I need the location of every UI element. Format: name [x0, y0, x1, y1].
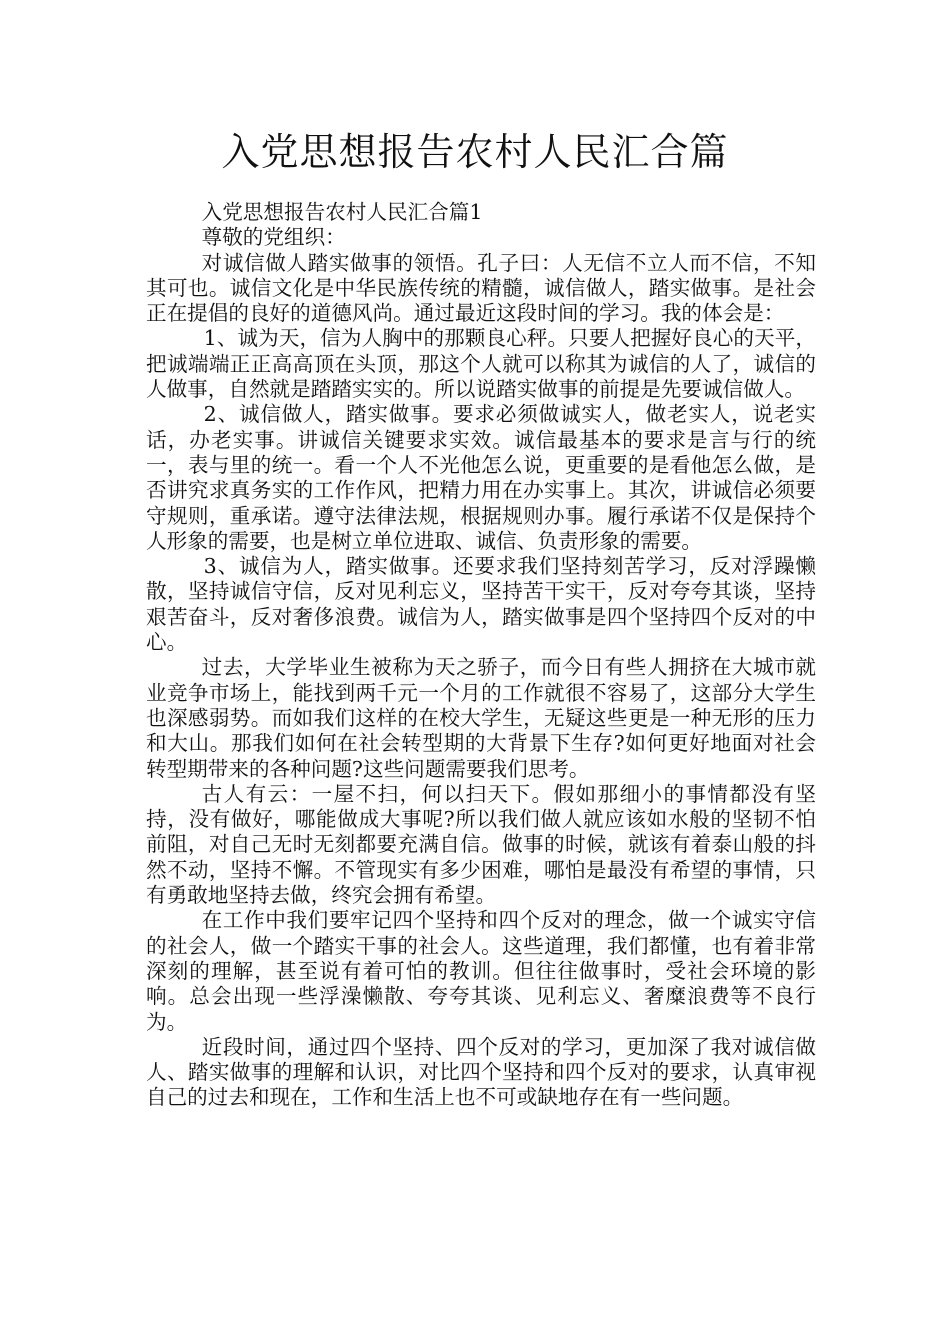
section-heading: 入党思想报告农村人民汇合篇1 — [201, 200, 483, 224]
body-paragraph: 对诚信做人踏实做事的领悟。孔子曰：人无信不立人而不信，不知其可也。诚信文化是中华民族传统的精髓，诚信做人，踏实做事。是社会正在提倡的良好的道德风尚。通过最近这段时间的学习。我的体会是： — [146, 250, 816, 326]
body-paragraph: 在工作中我们要牢记四个坚持和四个反对的理念，做一个诚实守信的社会人，做一个踏实干事的社会人。这些道理，我们都懂，也有着非常深刻的理解，甚至说有着可怕的教训。但往往做事时，受社会环境的影响。总会出现一些浮澡懒散、夸夸其谈、见利忘义、奢糜浪费等不良行为。 — [146, 908, 816, 1034]
body-paragraph: 1、诚为天，信为人胸中的那颗良心秤。只要人把握好良心的天平，把诚端端正正高高顶在头顶，那这个人就可以称其为诚信的人了，诚信的人做事，自然就是踏踏实实的。所以说踏实做事的前提是先要诚信做人。 — [146, 326, 816, 402]
body-paragraph: 3、诚信为人，踏实做事。还要求我们坚持刻苦学习，反对浮躁懒散，坚持诚信守信，反对见利忘义，坚持苦干实干，反对夸夸其谈，坚持艰苦奋斗，反对奢侈浪费。诚信为人，踏实做事是四个坚持四个反对的中心。 — [146, 554, 816, 655]
body-paragraph: 过去，大学毕业生被称为天之骄子，而今日有些人拥挤在大城市就业竞争市场上，能找到两千元一个月的工作就很不容易了，这部分大学生也深感弱势。而如我们这样的在校大学生，无疑这些更是一种无形的压力和大山。那我们如何在社会转型期的大背景下生存?如何更好地面对社会转型期带来的各种问题?这些问题需要我们思考。 — [146, 655, 816, 781]
body-paragraph: 2、诚信做人，踏实做事。要求必须做诚实人，做老实人，说老实话，办老实事。讲诚信关键要求实效。诚信最基本的要求是言与行的统一，表与里的统一。看一个人不光他怎么说，更重要的是看他怎么做，是否讲究求真务实的工作作风，把精力用在办实事上。其次，讲诚信必须要守规则，重承诺。遵守法律法规，根据规则办事。履行承诺不仅是保持个人形象的需要，也是树立单位进取、诚信、负责形象的需要。 — [146, 402, 816, 553]
document-title: 入党思想报告农村人民汇合篇 — [221, 130, 729, 174]
body-paragraph: 近段时间，通过四个坚持、四个反对的学习，更加深了我对诚信做人、踏实做事的理解和认识，对比四个坚持和四个反对的要求，认真审视自己的过去和现在，工作和生活上也不可或缺地存在有一些问题。 — [146, 1034, 816, 1110]
document-body — [146, 200, 816, 1111]
body-paragraph: 古人有云：一屋不扫，何以扫天下。假如那细小的事情都没有坚持，没有做好，哪能做成大事呢?所以我们做人就应该如水般的坚韧不怕前阻，对自己无时无刻都要充满自信。做事的时候，就该有着泰山般的抖然不动，坚持不懈。不管现实有多少困难，哪怕是最没有希望的事情，只有勇敢地坚持去做，终究会拥有希望。 — [146, 781, 816, 908]
salutation: 尊敬的党组织： — [201, 225, 346, 250]
